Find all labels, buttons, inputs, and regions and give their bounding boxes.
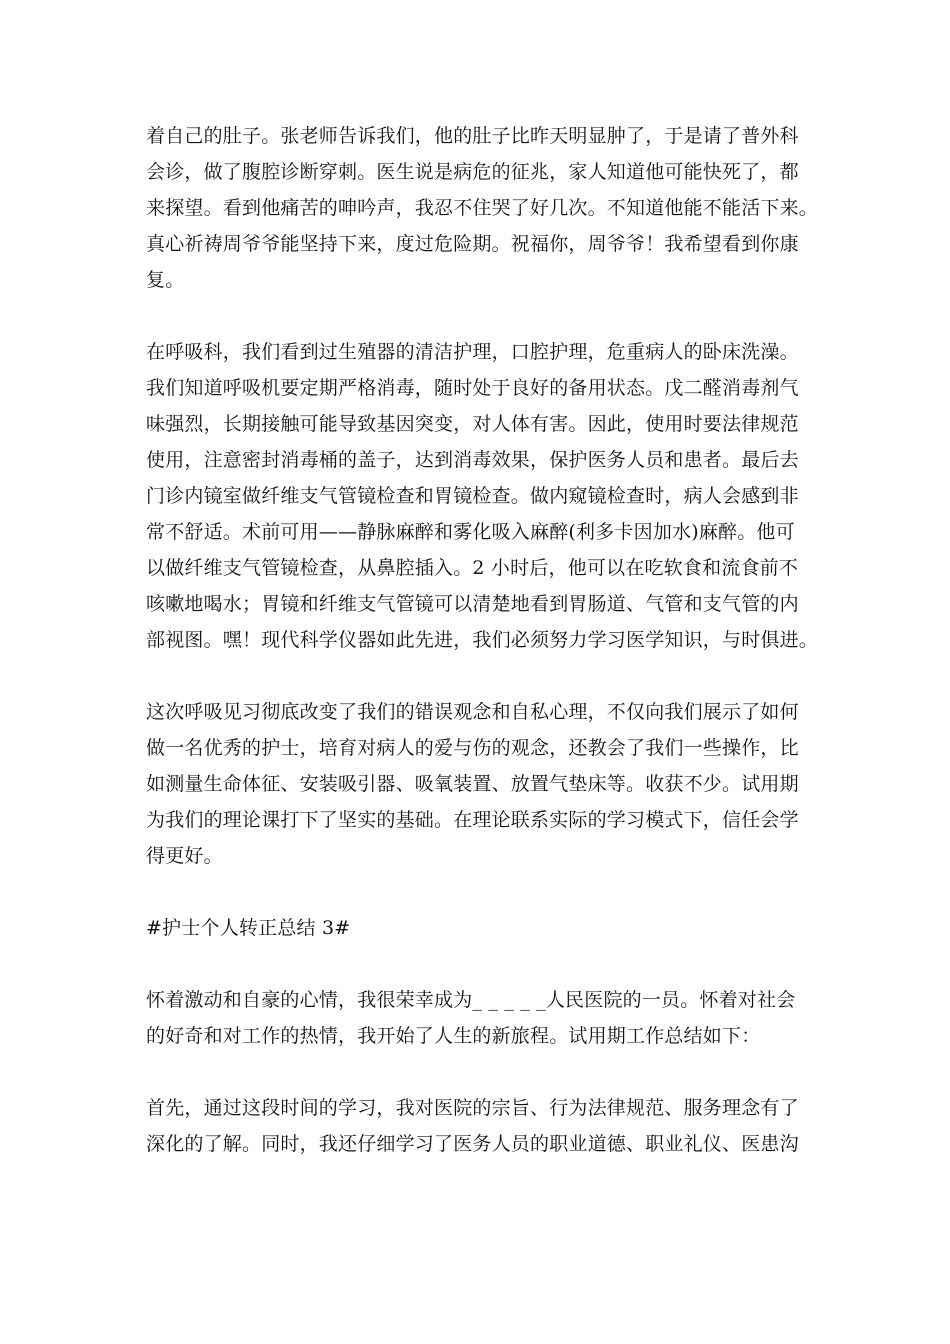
text-line: 部视图。嘿！现代科学仪器如此先进，我们必须努力学习医学知识，与时俱进。 <box>146 629 819 651</box>
text-line: 着自己的肚子。张老师告诉我们，他的肚子比昨天明显肿了，于是请了普外科 <box>146 125 799 147</box>
text-line: 首先，通过这段时间的学习，我对医院的宗旨、行为法律规范、服务理念有了 <box>146 1097 799 1119</box>
text-line: 在呼吸科，我们看到过生殖器的清洁护理，口腔护理，危重病人的卧床洗澡。 <box>146 341 799 363</box>
paragraph-patient-condition <box>146 118 819 298</box>
paragraph-spacer <box>146 1054 806 1090</box>
text-line: 我们知道呼吸机要定期严格消毒，随时处于良好的备用状态。戊二醛消毒剂气 <box>146 377 799 399</box>
document-body <box>146 118 819 1162</box>
text-line: 的好奇和对工作的热情，我开始了人生的新旅程。试用期工作总结如下： <box>146 1025 761 1047</box>
text-line: 门诊内镜室做纤维支气管镜检查和胃镜检查。做内窥镜检查时，病人会感到非 <box>146 485 799 507</box>
text-line: 咳嗽地喝水；胃镜和纤维支气管镜可以清楚地看到胃肠道、气管和支气管的内 <box>146 593 799 615</box>
paragraph-introduction <box>146 982 806 1054</box>
paragraph-spacer <box>146 298 806 334</box>
paragraph-respiratory-department <box>146 334 819 658</box>
text-line: 如测量生命体征、安装吸引器、吸氧装置、放置气垫床等。收获不少。试用期 <box>146 773 799 795</box>
text-line: 怀着激动和自豪的心情，我很荣幸成为_ _ _ _ _人民医院的一员。怀着对社会 <box>146 989 796 1011</box>
text-line: 复。 <box>146 269 185 291</box>
paragraph-spacer <box>146 946 806 982</box>
section-heading-text: #护士个人转正总结 3# <box>146 917 351 939</box>
text-line: 以做纤维支气管镜检查，从鼻腔插入。2 小时后，他可以在吃软食和流食前不 <box>146 557 799 579</box>
text-line: 味强烈，长期接触可能导致基因突变，对人体有害。因此，使用时要法律规范 <box>146 413 799 435</box>
text-line: 会诊，做了腹腔诊断穿刺。医生说是病危的征兆，家人知道他可能快死了，都 <box>146 161 799 183</box>
text-line: 深化的了解。同时，我还仔细学习了医务人员的职业道德、职业礼仪、医患沟 <box>146 1133 799 1155</box>
section-heading <box>146 910 806 946</box>
text-line: 为我们的理论课打下了坚实的基础。在理论联系实际的学习模式下，信任会学 <box>146 809 799 831</box>
paragraph-spacer <box>146 874 806 910</box>
text-line: 这次呼吸见习彻底改变了我们的错误观念和自私心理，不仅向我们展示了如何 <box>146 701 799 723</box>
text-line: 得更好。 <box>146 845 223 867</box>
text-line: 使用，注意密封消毒桶的盖子，达到消毒效果，保护医务人员和患者。最后去 <box>146 449 799 471</box>
paragraph-spacer <box>146 658 806 694</box>
text-line: 来探望。看到他痛苦的呻吟声，我忍不住哭了好几次。不知道他能不能活下来。 <box>146 197 819 219</box>
text-line: 常不舒适。术前可用——静脉麻醉和雾化吸入麻醉(利多卡因加水)麻醉。他可 <box>146 521 795 543</box>
text-line: 真心祈祷周爷爷能坚持下来，度过危险期。祝福你，周爷爷！我希望看到你康 <box>146 233 799 255</box>
paragraph-first-point <box>146 1090 806 1162</box>
text-line: 做一名优秀的护士，培育对病人的爱与伤的观念，还教会了我们一些操作，比 <box>146 737 799 759</box>
paragraph-internship-reflection <box>146 694 806 874</box>
